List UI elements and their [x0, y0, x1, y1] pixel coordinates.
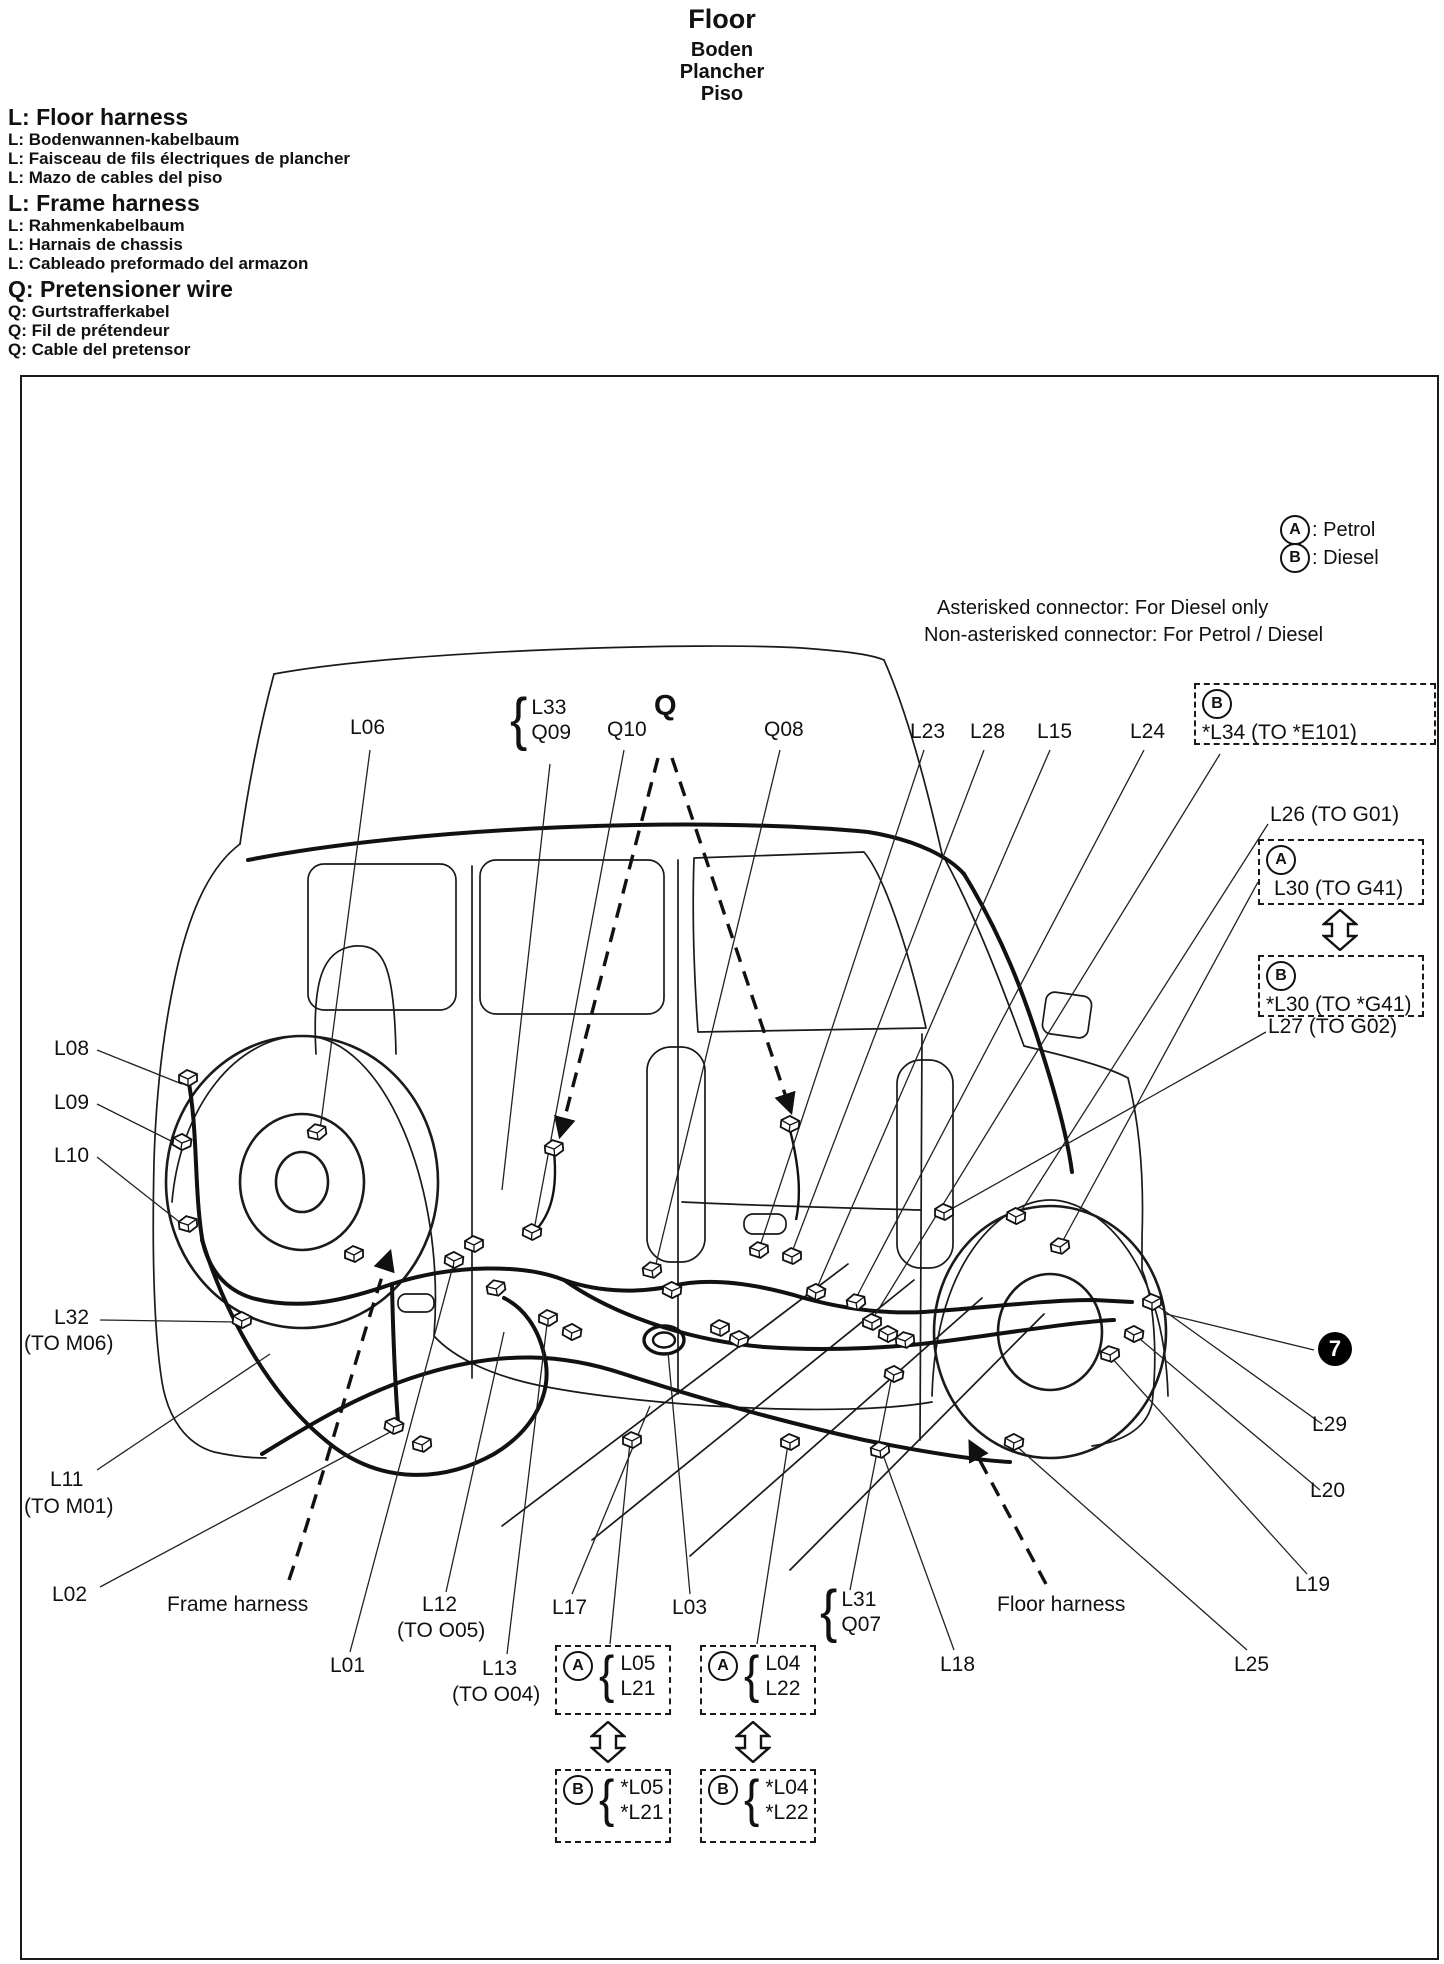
connector-label-l15: L15: [1037, 720, 1073, 743]
connector-label-l25: L25: [1234, 1653, 1270, 1676]
legend-item: L: Cableado preformado del armazon: [8, 254, 309, 273]
swap-arrow-icon: [590, 1721, 626, 1763]
circled-b-icon: B: [1280, 543, 1310, 573]
connector-label-q08: Q08: [764, 718, 804, 741]
connector-label-l19: L19: [1295, 1573, 1331, 1596]
connector-label-l32: L32: [54, 1306, 90, 1329]
connector-label-l11-to: (TO M01): [24, 1495, 114, 1518]
connector-label-l17: L17: [552, 1596, 588, 1619]
figure-number-badge: 7: [1318, 1332, 1352, 1366]
fuel-legend-petrol-label: : Petrol: [1312, 518, 1376, 541]
connector-label-l22: L22: [765, 1677, 801, 1700]
connector-label-l20: L20: [1310, 1479, 1346, 1502]
connector-label-l23: L23: [910, 720, 946, 743]
connector-label-l12: L12: [422, 1593, 458, 1616]
connector-label-l33: L33: [531, 696, 567, 719]
petrol-box-l04-l22: [700, 1645, 816, 1715]
connector-label-l05: L05: [620, 1652, 656, 1675]
connector-label-l30-diesel: *L30 (TO *G41): [1266, 993, 1412, 1016]
connector-label-l04: L04: [765, 1652, 801, 1675]
swap-arrow-icon: [735, 1721, 771, 1763]
legend-item: L: Rahmenkabelbaum: [8, 216, 185, 235]
connector-label-l11: L11: [50, 1468, 84, 1491]
page-title: Floor: [688, 4, 756, 34]
legend-heading-pretensioner: Q: Pretensioner wire: [8, 276, 233, 302]
connector-label-l18: L18: [940, 1653, 976, 1676]
legend-item: Q: Gurtstrafferkabel: [8, 302, 170, 321]
connector-label-l34: *L34 (TO *E101): [1202, 721, 1357, 744]
connector-label-l08: L08: [54, 1037, 90, 1060]
connector-label-l13: L13: [482, 1657, 518, 1680]
legend-item: L: Faisceau de fils électriques de plancher: [8, 149, 351, 168]
legend-item: Q: Fil de prétendeur: [8, 321, 170, 340]
diesel-box-l04-l22: [700, 1769, 816, 1843]
connector-label-q10: Q10: [607, 718, 647, 741]
pretensioner-wire-label-q: Q: [654, 690, 677, 722]
swap-arrow-icon: [1322, 909, 1358, 951]
petrol-box-l05-l21: [555, 1645, 671, 1715]
circled-b-icon: B: [708, 1775, 738, 1805]
brace-glyph: {: [510, 687, 528, 753]
connector-label-l13-to: (TO O04): [452, 1683, 541, 1706]
note-non-asterisked: Non-asterisked connector: For Petrol / Diesel: [924, 624, 1324, 646]
connector-label-l06: L06: [350, 716, 386, 739]
connector-label-l26: L26 (TO G01): [1270, 803, 1400, 826]
page-title-block: [0, 6, 1444, 106]
connector-label-l02: L02: [52, 1583, 88, 1606]
brace-glyph: {: [599, 1768, 615, 1828]
circled-b-icon: B: [1202, 689, 1232, 719]
connector-label-l01: L01: [330, 1654, 366, 1677]
legend-item: L: Harnais de chassis: [8, 235, 183, 254]
brace-glyph: {: [599, 1644, 615, 1704]
vehicle-diagram-frame: [20, 375, 1439, 1960]
legend-item: Q: Cable del pretensor: [8, 340, 191, 359]
circled-a-icon: A: [708, 1651, 738, 1681]
floor-harness-label: Floor harness: [997, 1593, 1126, 1616]
legend-item: L: Bodenwannen-kabelbaum: [8, 130, 240, 149]
circled-a-icon: A: [563, 1651, 593, 1681]
note-asterisked: Asterisked connector: For Diesel only: [937, 597, 1269, 619]
harness-legend: [8, 101, 350, 359]
connector-label-l12-to: (TO O05): [397, 1619, 486, 1642]
connector-label-l22-diesel: *L22: [765, 1801, 809, 1824]
connector-label-q09: Q09: [531, 721, 572, 744]
connector-label-l09: L09: [54, 1091, 90, 1114]
page-title-de: Boden: [690, 39, 754, 61]
diesel-box-l30: [1258, 955, 1424, 1017]
diesel-box-l05-l21: [555, 1769, 671, 1843]
circled-a-icon: A: [1266, 845, 1296, 875]
connector-group-l33-q09: [510, 687, 572, 753]
circled-b-icon: B: [563, 1775, 593, 1805]
fuel-legend-diesel: [1280, 543, 1379, 573]
connector-label-l28: L28: [970, 720, 1006, 743]
connector-label-l31: L31: [841, 1588, 877, 1611]
connector-label-l24: L24: [1130, 720, 1166, 743]
brace-glyph: {: [744, 1644, 760, 1704]
connector-label-l03: L03: [672, 1596, 708, 1619]
connector-label-l32-to: (TO M06): [24, 1332, 114, 1355]
circled-b-icon: B: [1266, 961, 1296, 991]
connector-label-l21-diesel: *L21: [620, 1801, 664, 1824]
petrol-box-l30: [1258, 839, 1424, 905]
connector-label-l04-diesel: *L04: [765, 1776, 809, 1799]
connector-icons: [172, 1070, 1161, 1459]
diesel-only-box-l34: [1194, 683, 1436, 745]
connector-label-l10: L10: [54, 1144, 90, 1167]
frame-harness-label: Frame harness: [167, 1593, 309, 1616]
page-title-es: Piso: [700, 83, 744, 105]
connector-label-q07: Q07: [841, 1613, 882, 1636]
connector-label-l27: L27 (TO G02): [1268, 1015, 1398, 1038]
connector-label-l29: L29: [1312, 1413, 1348, 1436]
circled-a-icon: A: [1280, 515, 1310, 545]
connector-label-l21: L21: [620, 1677, 656, 1700]
brace-glyph: {: [744, 1768, 760, 1828]
connector-label-l30-petrol: L30 (TO G41): [1274, 877, 1404, 900]
legend-heading-frame: L: Frame harness: [8, 190, 200, 216]
connector-group-l31-q07: [820, 1579, 882, 1645]
connector-label-l05-diesel: *L05: [620, 1776, 664, 1799]
legend-heading-floor: L: Floor harness: [8, 104, 189, 130]
fuel-legend-diesel-label: : Diesel: [1312, 546, 1379, 569]
page-title-fr: Plancher: [679, 61, 765, 83]
fuel-legend-petrol: [1280, 515, 1375, 545]
brace-glyph: {: [820, 1579, 838, 1645]
legend-item: L: Mazo de cables del piso: [8, 168, 223, 187]
